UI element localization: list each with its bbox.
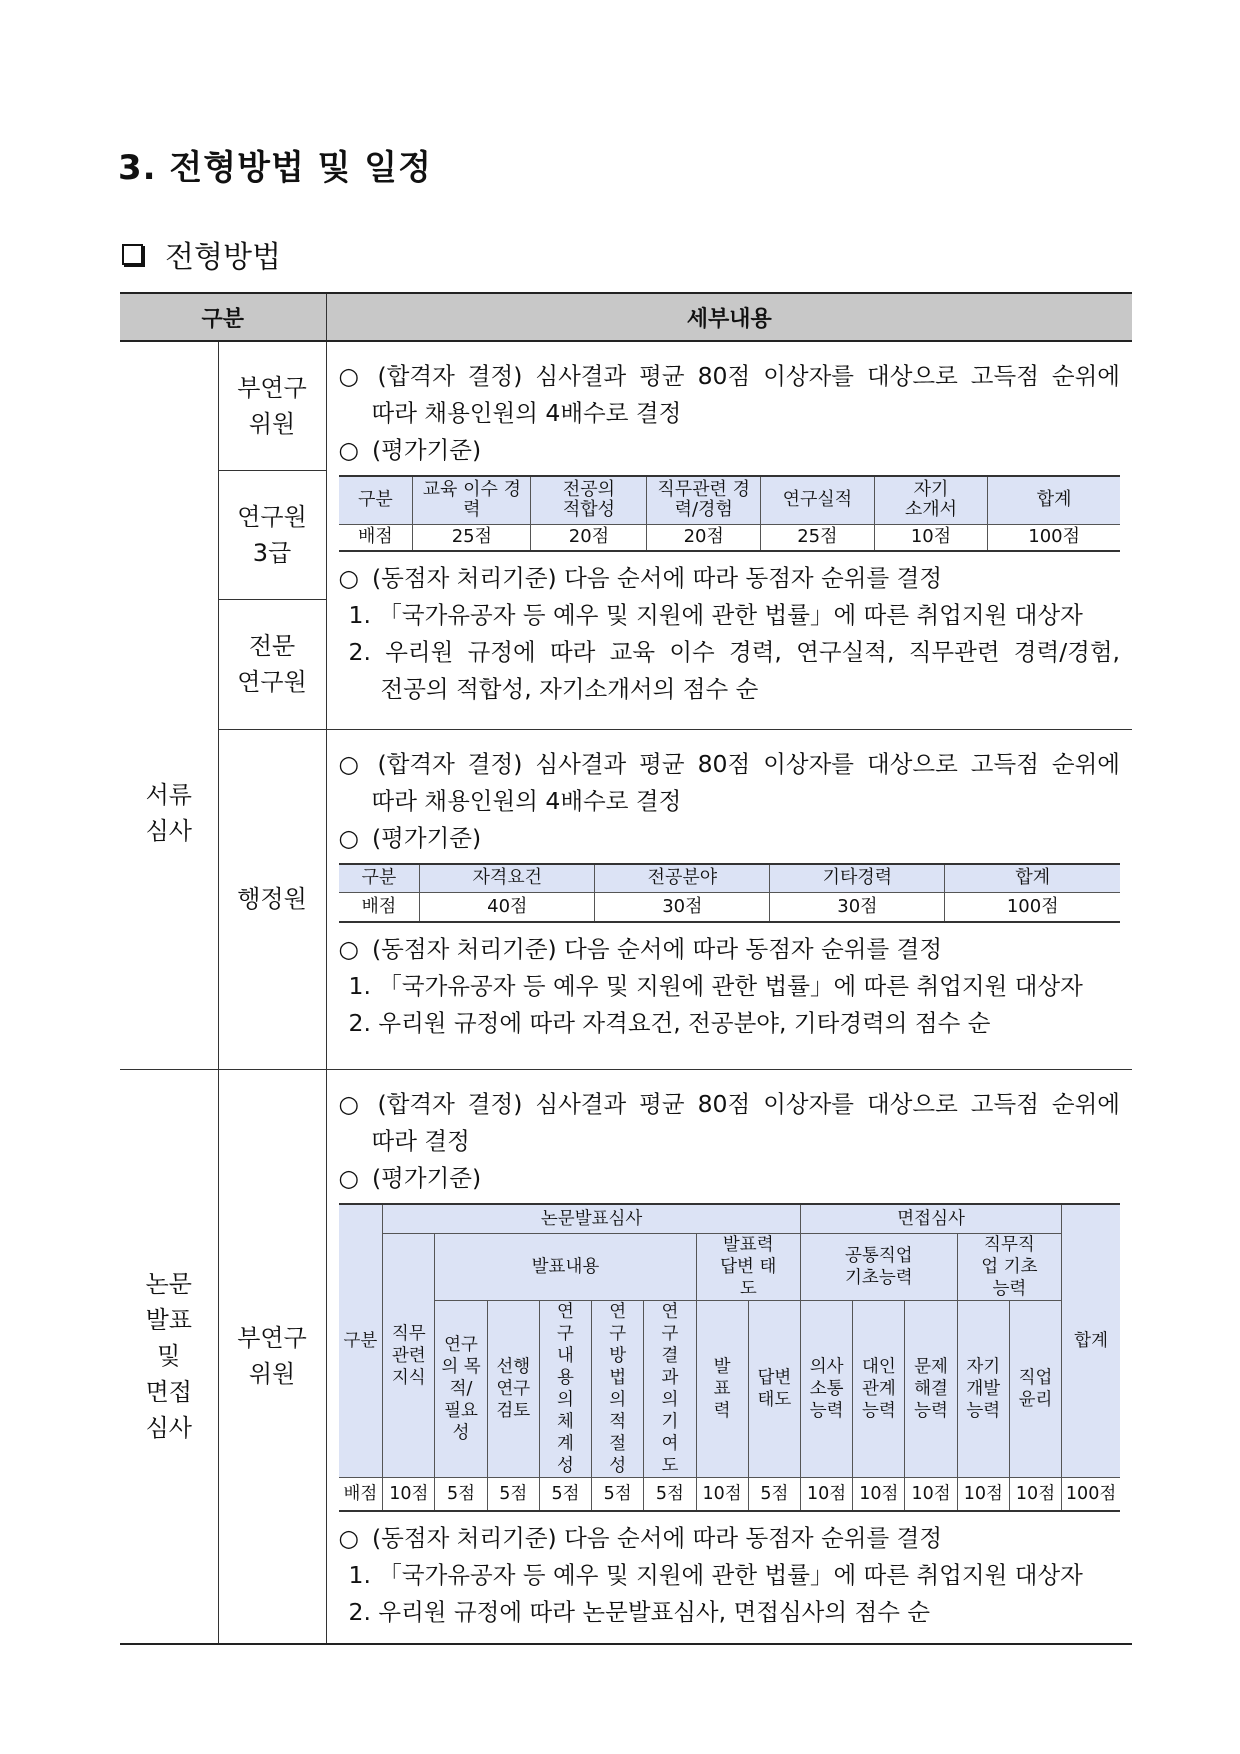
paper-interview-score-table bbox=[339, 1203, 1121, 1512]
score-cell: 10점 bbox=[1009, 1478, 1061, 1511]
score-cell: 10점 bbox=[801, 1478, 853, 1511]
score-cell: 30점 bbox=[595, 893, 770, 922]
circle-bullet-icon: ○ bbox=[338, 823, 360, 852]
circle-bullet-icon: ○ bbox=[338, 362, 360, 390]
score-header: 공통직업 기초능력 bbox=[801, 1234, 958, 1301]
score-cell: 25점 bbox=[761, 524, 875, 551]
score-header: 구분 bbox=[339, 864, 420, 893]
square-bullet-icon bbox=[122, 244, 143, 265]
score-header: 의사 소통 능력 bbox=[801, 1301, 853, 1478]
score-cell: 5점 bbox=[435, 1478, 487, 1511]
score-cell: 5점 bbox=[487, 1478, 539, 1511]
score-header: 대인 관계 능력 bbox=[853, 1301, 905, 1478]
role-specialist: 전문 연구원 bbox=[218, 599, 326, 729]
score-header: 자격요건 bbox=[420, 864, 595, 893]
score-header: 연구 의 목적/ 필요 성 bbox=[435, 1301, 487, 1478]
score-header: 직무 관련 지식 bbox=[383, 1234, 435, 1478]
circle-bullet-icon: ○ bbox=[338, 1523, 360, 1552]
score-cell: 100점 bbox=[1062, 1478, 1120, 1511]
score-header: 연구 내용 의 체계 성 bbox=[539, 1301, 591, 1478]
score-cell: 5점 bbox=[748, 1478, 800, 1511]
score-header: 연구 방법 의 적절 성 bbox=[592, 1301, 644, 1478]
score-cell: 10점 bbox=[957, 1478, 1009, 1511]
header-details: 세부내용 bbox=[326, 293, 1132, 341]
score-cell: 5점 bbox=[644, 1478, 696, 1511]
score-header: 합계 bbox=[988, 476, 1120, 524]
circle-bullet-icon: ○ bbox=[338, 749, 360, 778]
score-cell: 10점 bbox=[853, 1478, 905, 1511]
score-cell: 25점 bbox=[413, 524, 531, 551]
circle-bullet-icon: ○ bbox=[338, 934, 360, 963]
circle-bullet-icon: ○ bbox=[338, 1089, 360, 1118]
score-header: 교육 이수 경력 bbox=[413, 476, 531, 524]
admin-details: ○ (합격자 결정) 심사결과 평균 80점 이상자를 대상으로 고득점 순위에 따라 채용인원의 4배수로 결정 ○ (평가기준) 구분 자격요건 전공분야 기타경력 합계 배점 40점 30점 30점 100점 ○ (동점자 처리기준) 다음 순서에 따라 동점자 순위를 결정 1. 「국가유공자 등 예우 및 지원에 관한 법률」에 따른 취업지원 대상자 2. 우리원 규정에 따라 자격요건, 전공분야, 기타경력의 점수 순 bbox=[326, 729, 1132, 1069]
role-grade3: 연구원 3급 bbox=[218, 470, 326, 599]
research-details: ○ (합격자 결정) 심사결과 평균 80점 이상자를 대상으로 고득점 순위에 따라 채용인원의 4배수로 결정 ○ (평가기준) 구분 교육 이수 경력 전공의 적합성 직무관련 경력/경험 연구실적 자기 소개서 합계 배점 25점 20점 20점 25점 10점 100점 ○ (동점자 처리기준) 다음 순서에 따라 동점자 순위를 결정 1. 「국가유공자 등 예우 및 지원에 관한 법률」에 따른 취업지원 대상자 2. 우리원 규정에 따라 교육 이수 경력, 연구실적, 직무관련 경력/경험, 전공의 적합성, 자기소개서의 점수 순 bbox=[326, 341, 1132, 729]
score-header: 발표력 답변 태도 bbox=[696, 1234, 801, 1301]
score-header: 발표내용 bbox=[435, 1234, 696, 1301]
circle-bullet-icon: ○ bbox=[338, 436, 360, 464]
score-header: 합계 bbox=[945, 864, 1120, 893]
role-associate-paper: 부연구 위원 bbox=[218, 1069, 326, 1644]
score-header: 전공분야 bbox=[595, 864, 770, 893]
score-header: 답변 태도 bbox=[748, 1301, 800, 1478]
score-cell: 10점 bbox=[696, 1478, 748, 1511]
score-cell: 20점 bbox=[531, 524, 647, 551]
sub-title-text: 전형방법 bbox=[165, 240, 281, 275]
score-header: 연구실적 bbox=[761, 476, 875, 524]
score-header: 기타경력 bbox=[770, 864, 945, 893]
header-category: 구분 bbox=[120, 293, 326, 341]
research-pass-line: ○ (합격자 결정) 심사결과 평균 80점 이상자를 대상으로 고득점 순위에 bbox=[339, 358, 1121, 395]
circle-bullet-icon: ○ bbox=[338, 564, 360, 592]
score-header: 논문발표심사 bbox=[383, 1204, 801, 1234]
score-cell: 배점 bbox=[339, 893, 420, 922]
score-header: 구분 bbox=[339, 1204, 383, 1478]
paper-interview-details: ○ (합격자 결정) 심사결과 평균 80점 이상자를 대상으로 고득점 순위에 따라 결정 ○ (평가기준) 구분 논문발표심사 면접심사 합계 직무 관련 지식 발표내용 발표력 답변 태도 공통직업 기초능력 직무직업 기초능력 연구 의 목적/ 필요 성 선행 연구 검토 연구 내용 의 체계 성 연구 방법 의 적절 성 연구 결과 의 기여 도 발표 력 답변 태도 의사 소통 능력 대인 관계 능력 문제 해결 능력 자기 개발 능력 직업 윤리 배점 10점 5점 5점 5점 5점 5점 10점 5점 10점 10점 10점 10점 10점 100점 ○ (동점자 처리기준) 다음 순서에 따라 동점자 순위를 결정 1. 「국가유공자 등 예우 및 지원에 관한 법률」에 따른 취업지원 대상자 2. 우리원 규정에 따라 논문발표심사, 면접심사의 점수 순 bbox=[326, 1069, 1132, 1644]
role-associate: 부연구 위원 bbox=[218, 341, 326, 470]
score-cell: 20점 bbox=[647, 524, 761, 551]
score-cell: 100점 bbox=[945, 893, 1120, 922]
score-cell: 10점 bbox=[905, 1478, 957, 1511]
selection-method-table bbox=[120, 292, 1132, 1645]
paper-interview-category: 논문 발표 및 면접 심사 bbox=[120, 1069, 218, 1644]
score-cell: 배점 bbox=[339, 1478, 383, 1511]
score-header: 직무직업 기초능력 bbox=[957, 1234, 1061, 1301]
score-cell: 5점 bbox=[539, 1478, 591, 1511]
score-cell: 배점 bbox=[339, 524, 413, 551]
circle-bullet-icon: ○ bbox=[338, 1163, 360, 1192]
research-criteria: ○ (평가기준) bbox=[339, 432, 1121, 469]
score-header: 문제 해결 능력 bbox=[905, 1301, 957, 1478]
score-cell: 5점 bbox=[592, 1478, 644, 1511]
score-cell: 30점 bbox=[770, 893, 945, 922]
score-header: 직업 윤리 bbox=[1009, 1301, 1061, 1478]
score-header: 전공의 적합성 bbox=[531, 476, 647, 524]
score-cell: 10점 bbox=[874, 524, 988, 551]
doc-review-category: 서류 심사 bbox=[120, 341, 218, 1069]
score-header: 자기 개발 능력 bbox=[957, 1301, 1009, 1478]
score-header: 연구 결과 의 기여 도 bbox=[644, 1301, 696, 1478]
score-cell: 100점 bbox=[988, 524, 1120, 551]
score-header: 합계 bbox=[1062, 1204, 1120, 1478]
admin-score-table bbox=[339, 863, 1121, 923]
score-cell: 10점 bbox=[383, 1478, 435, 1511]
score-cell: 40점 bbox=[420, 893, 595, 922]
score-header: 직무관련 경력/경험 bbox=[647, 476, 761, 524]
section-title: 3. 전형방법 및 일정 bbox=[118, 148, 432, 188]
score-header: 자기 소개서 bbox=[874, 476, 988, 524]
role-admin: 행정원 bbox=[218, 729, 326, 1069]
score-header: 면접심사 bbox=[801, 1204, 1062, 1234]
score-header: 구분 bbox=[339, 476, 413, 524]
table-header-row bbox=[120, 293, 1132, 341]
score-header: 발표 력 bbox=[696, 1301, 748, 1478]
score-header: 선행 연구 검토 bbox=[487, 1301, 539, 1478]
sub-title bbox=[122, 232, 281, 276]
research-score-table bbox=[339, 475, 1121, 552]
research-tie-rule: ○ (동점자 처리기준) 다음 순서에 따라 동점자 순위를 결정 bbox=[339, 560, 1121, 597]
